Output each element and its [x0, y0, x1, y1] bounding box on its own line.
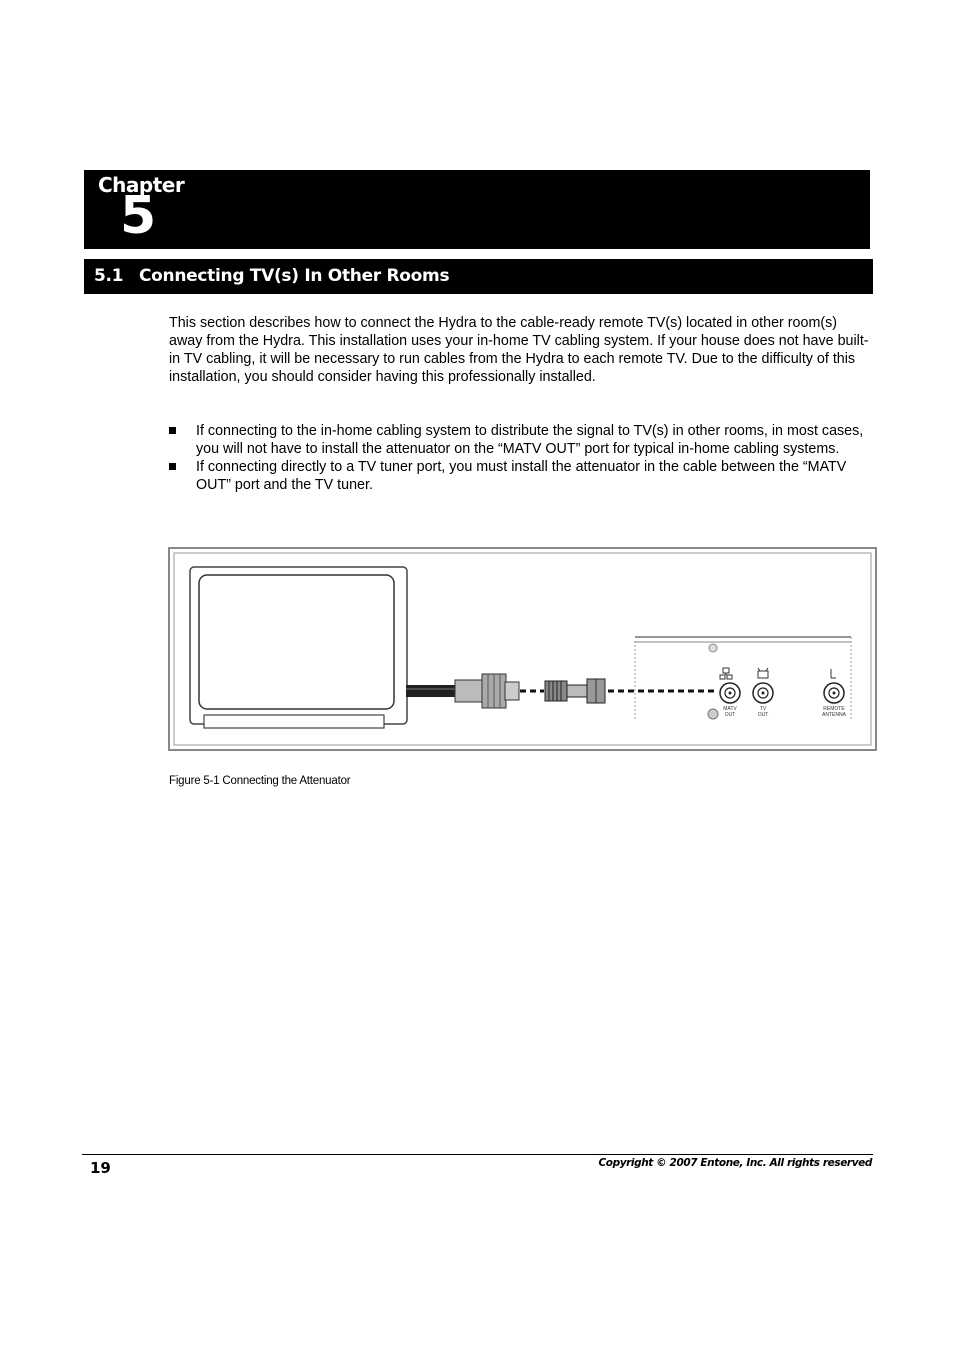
- list-item: [169, 422, 871, 458]
- port-label: MATV: [723, 706, 737, 712]
- section-heading: [84, 259, 873, 294]
- page-number: 19: [90, 1159, 111, 1177]
- chapter-label: Chapter: [98, 173, 185, 197]
- list-item: [169, 458, 871, 494]
- section-number: 5.1: [94, 266, 124, 286]
- remote-antenna-port-icon: [824, 683, 844, 703]
- bullet-square-icon: [169, 427, 176, 434]
- chapter-number: 5: [120, 186, 157, 246]
- copyright-notice: Copyright © 2007 Entone, Inc. All rights reserved: [598, 1157, 872, 1169]
- bullet-square-icon: [169, 463, 176, 470]
- bullet-list: [169, 422, 871, 494]
- port-label: REMOTE: [823, 706, 845, 712]
- section-title: Connecting TV(s) In Other Rooms: [139, 266, 450, 286]
- figure-caption: Figure 5-1 Connecting the Attenuator: [169, 775, 351, 787]
- tv-icon: [190, 567, 407, 728]
- intro-paragraph: This section describes how to connect the Hydra to the cable-ready remote TV(s) located in other room(s) away from the Hydra. This installation uses your in-home TV cabling system. If your house does not have built-in TV cabling, it will be necessary to run cables from the Hydra to each remote TV. Due to the difficulty of this installation, you should consider having this professionally installed.: [169, 315, 869, 385]
- bullet-text: If connecting directly to a TV tuner port, you must install the attenuator in the cable between the “MATV OUT” port and the TV tuner.: [196, 459, 847, 493]
- port-label: ANTENNA: [822, 712, 846, 718]
- port-label: TV: [759, 706, 767, 712]
- footer-divider: [82, 1154, 873, 1155]
- port-label: OUT: [724, 712, 736, 718]
- bullet-text: If connecting to the in-home cabling system to distribute the signal to TV(s) in other rooms, in most cases, you will not have to install the attenuator on the “MATV OUT” port for typical in-home cabling systems.: [196, 423, 864, 457]
- tv-out-port-icon: [753, 683, 773, 703]
- connection-figure: [168, 547, 877, 751]
- port-label: OUT: [757, 712, 769, 718]
- chapter-banner: [84, 170, 870, 249]
- matv-out-port-icon: [720, 683, 740, 703]
